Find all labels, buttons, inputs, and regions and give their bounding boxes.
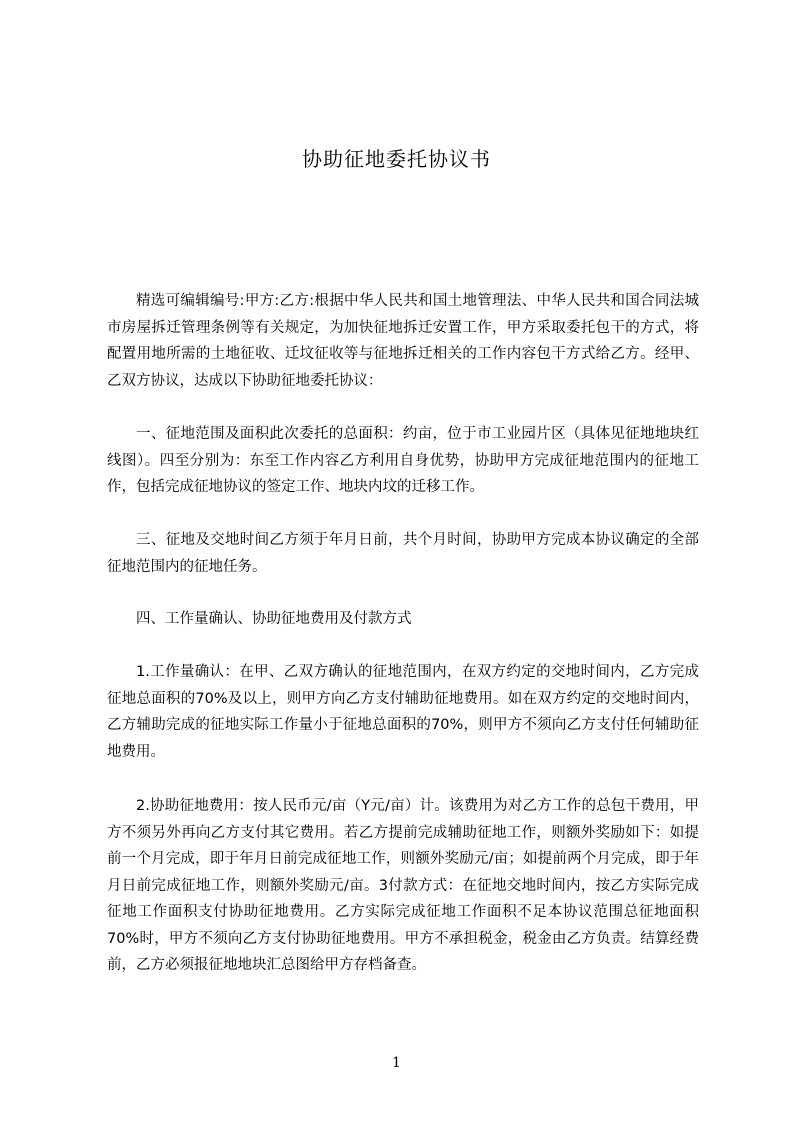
paragraph-section-4-heading: 四、工作量确认、协助征地费用及付款方式: [136, 611, 412, 627]
paragraph-section-1: 一、征地范围及面积此次委托的总面积：约亩，位于市工业园片区（具体见征地地块红线图）。四至分别为：东至工作内容乙方利用自身优势，协助甲方完成征地范围内的征地工作，包括完成征地协议的签定工作、地块内坟的迁移工作。: [107, 426, 699, 495]
paragraph-fees-and-payment: 2.协助征地费用：按人民币元/亩（Y元/亩）计。该费用为对乙方工作的总包干费用，甲方不须另外再向乙方支付其它费用。若乙方提前完成辅助征地工作，则额外奖励如下：如提前一个月完成，即于年月日前完成征地工作，则额外奖励元/亩；如提前两个月完成，即于年月日前完成征地工作，则额外奖励元/亩。3付款方式：在征地交地时间内，按乙方实际完成征地工作面积支付协助征地费用。乙方实际完成征地工作面积不足本协议范围总征地面积70%时，甲方不须向乙方支付协助征地费用。甲方不承担税金，税金由乙方负责。结算经费前，乙方必须报征地地块汇总图给甲方存档备查。: [107, 798, 699, 973]
paragraph-workload-confirmation: 1.工作量确认：在甲、乙双方确认的征地范围内，在双方约定的交地时间内，乙方完成征地总面积的70%及以上，则甲方向乙方支付辅助征地费用。如在双方约定的交地时间内，乙方辅助完成的征地实际工作量小于征地总面积的70%，则甲方不须向乙方支付任何辅助征地费用。: [107, 664, 699, 760]
paragraph-preamble: 精选可编辑编号:甲方:乙方:根据中华人民共和国土地管理法、中华人民共和国合同法城市房屋拆迁管理条例等有关规定，为加快征地拆迁安置工作，甲方采取委托包干的方式，将配置用地所需的土地征收、迁坟征收等与征地拆迁相关的工作内容包干方式给乙方。经甲、乙双方协议，达成以下协助征地委托协议：: [107, 293, 699, 389]
document-title: 协助征地委托协议书: [302, 147, 491, 171]
paragraph-section-3: 三、征地及交地时间乙方须于年月日前，共个月时间，协助甲方完成本协议确定的全部征地范围内的征地任务。: [107, 532, 699, 575]
page-number: 1: [392, 1055, 401, 1071]
